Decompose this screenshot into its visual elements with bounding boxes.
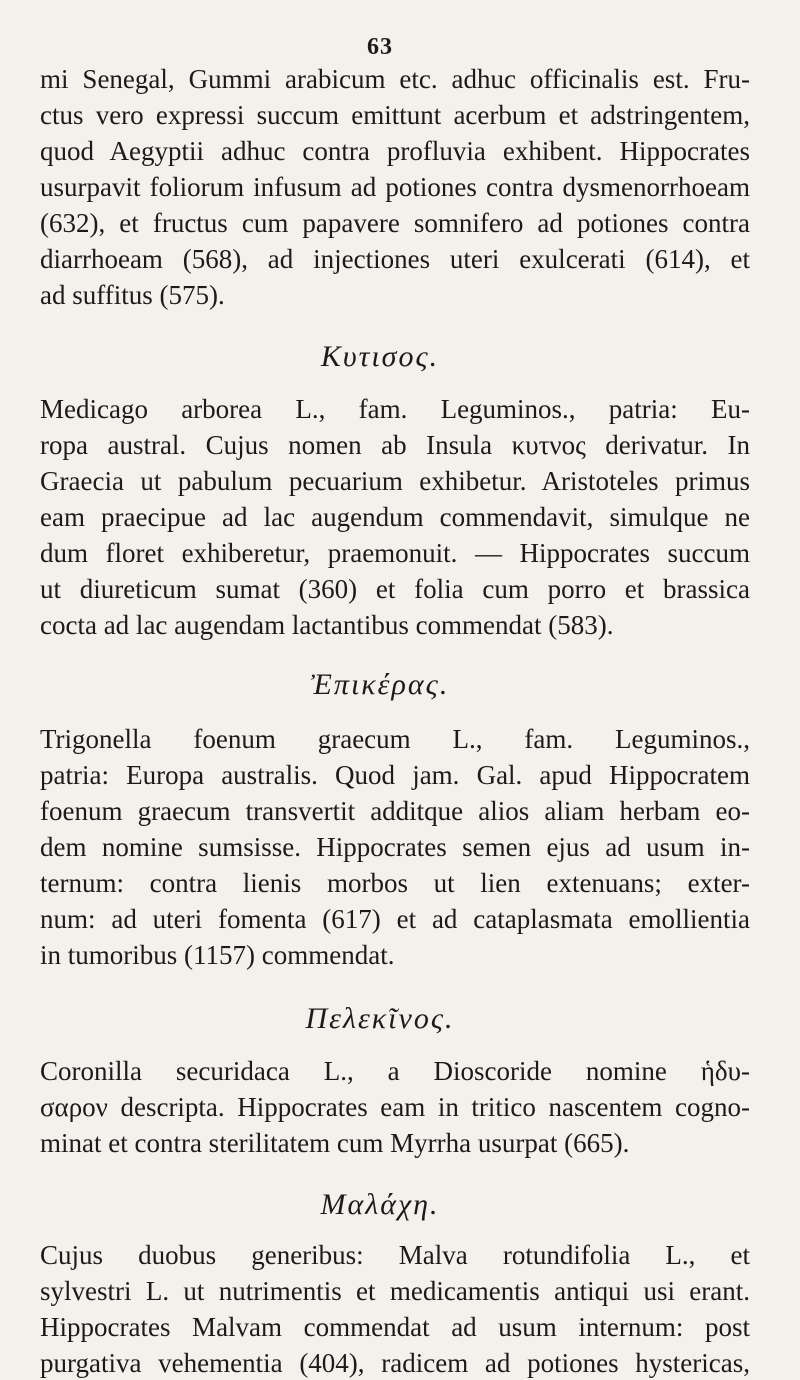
- section-heading-pelekinos: Πελεκῖνος.: [305, 1002, 455, 1035]
- section-heading-epikeras: Ἐπικέρας.: [310, 668, 450, 701]
- section-heading-malache: Μαλάχη.: [320, 1188, 440, 1221]
- text-line: ropa austral. Cujus nomen ab Insula κυτνος derivatur. In: [40, 430, 750, 460]
- text-line: foenum graecum transvertit additque alios aliam herbam eo-: [40, 796, 750, 826]
- text-line: sylvestri L. ut nutrimentis et medicamentis antiqui usi erant.: [40, 1276, 750, 1306]
- text-line: quod Aegyptii adhuc contra profluvia exhibent. Hippocrates: [40, 136, 750, 166]
- text-line: Hippocrates Malvam commendat ad usum internum: post: [40, 1312, 750, 1342]
- text-line: Coronilla securidaca L., a Dioscoride nomine ἡδυ-: [40, 1056, 750, 1086]
- text-line: ad suffitus (575).: [40, 280, 225, 310]
- text-line: minat et contra sterilitatem cum Myrrha usurpat (665).: [40, 1128, 630, 1158]
- page-number: 63: [367, 34, 393, 60]
- text-line: Cujus duobus generibus: Malva rotundifolia L., et: [40, 1240, 750, 1270]
- text-line: usurpavit foliorum infusum ad potiones contra dysmenorrhoeam: [40, 172, 750, 202]
- text-line: Medicago arborea L., fam. Leguminos., patria: Eu-: [40, 394, 750, 424]
- text-line: purgativa vehementia (404), radicem ad potiones hystericas,: [40, 1348, 750, 1378]
- text-line: patria: Europa australis. Quod jam. Gal. apud Hippocratem: [40, 760, 750, 790]
- text-line: Trigonella foenum graecum L., fam. Leguminos.,: [40, 724, 750, 754]
- text-line: dum floret exhiberetur, praemonuit. — Hippocrates succum: [40, 538, 750, 568]
- text-line: diarrhoeam (568), ad injectiones uteri exulcerati (614), et: [40, 244, 750, 274]
- text-line: ut diureticum sumat (360) et folia cum porro et brassica: [40, 574, 750, 604]
- text-line: cocta ad lac augendam lactantibus commendat (583).: [40, 610, 614, 640]
- text-line: in tumoribus (1157) commendat.: [40, 940, 395, 970]
- text-line: ternum: contra lienis morbos ut lien extenuans; exter-: [40, 868, 750, 898]
- text-line: σαρον descripta. Hippocrates eam in tritico nascentem cogno-: [40, 1092, 750, 1122]
- text-line: mi Senegal, Gummi arabicum etc. adhuc officinalis est. Fru-: [40, 64, 750, 94]
- text-line: num: ad uteri fomenta (617) et ad cataplasmata emollientia: [40, 904, 750, 934]
- text-line: dem nomine sumsisse. Hippocrates semen ejus ad usum in-: [40, 832, 750, 862]
- section-heading-kytisos: Κυτισος.: [320, 340, 440, 373]
- text-line: ctus vero expressi succum emittunt acerbum et adstringentem,: [40, 100, 750, 130]
- text-line: Graecia ut pabulum pecuarium exhibetur. Aristoteles primus: [40, 466, 750, 496]
- text-line: (632), et fructus cum papavere somnifero ad potiones contra: [40, 208, 750, 238]
- text-line: eam praecipue ad lac augendum commendavit, simulque ne: [40, 502, 750, 532]
